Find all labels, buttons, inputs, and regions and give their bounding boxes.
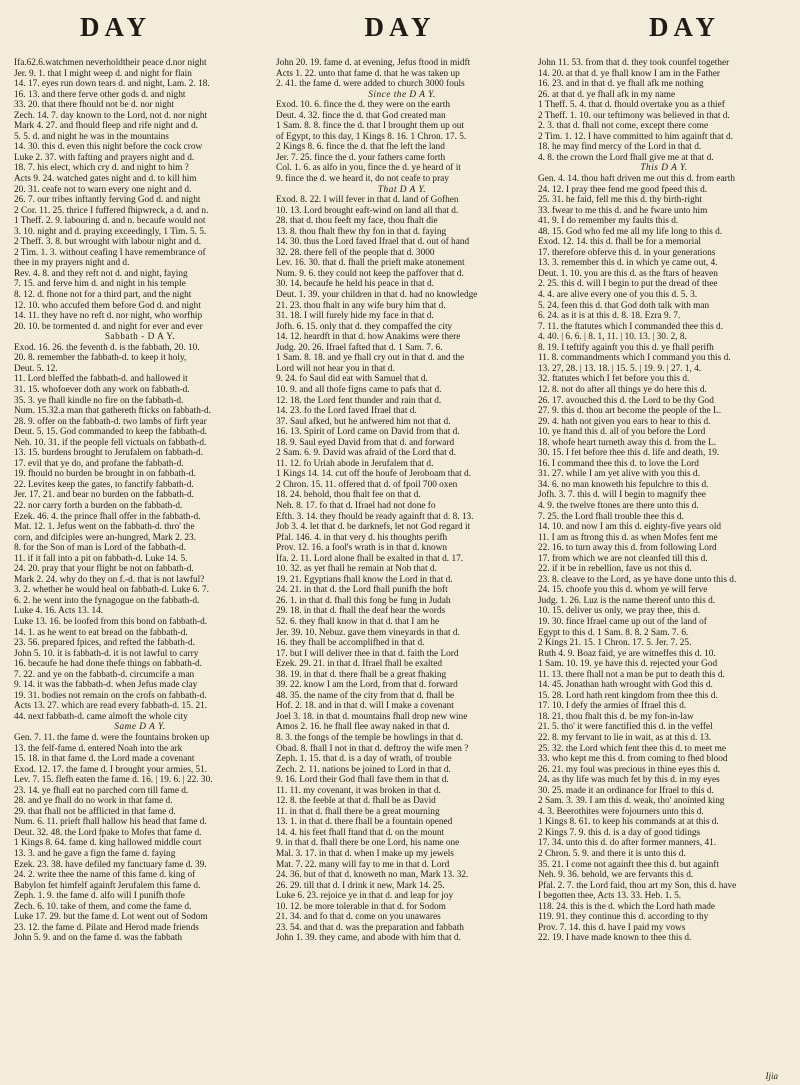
- concordance-entry: 26. 7. our tribes inftantly ferving God d. and night: [14, 195, 201, 206]
- concordance-entry: 11. 8. commandments which I command you this d.: [538, 353, 731, 364]
- concordance-entry: 5. 24. feen this d. that God doth talk with man: [538, 300, 710, 311]
- concordance-entry: 39. 22. know I am the Lord, from that d. forward: [276, 680, 458, 691]
- concordance-entry: Neh. 9. 36. behold, we are fervants this d.: [538, 870, 694, 881]
- concordance-entry: 4. 4. are alive every one of you this d. 5. 3.: [538, 290, 698, 301]
- concordance-entry: Luke 4. 16. Acts 13. 14.: [14, 606, 104, 617]
- concordance-entry: 14. 30. thus the Lord faved Ifrael that d. out of hand: [276, 237, 470, 248]
- concordance-entry: 24. as thy life was much fet by this d. in my eyes: [538, 775, 720, 786]
- concordance-entry: 15. 18. in that fame d. the Lord made a covenant: [14, 754, 195, 765]
- concordance-entry: 17. 34. unto this d. do after former manners, 41.: [538, 838, 717, 849]
- concordance-entry: 13. the felf-fame d. entered Noah into the ark: [14, 743, 183, 754]
- concordance-entry: Deut. 1. 39. your children in that d. had no knowledge: [276, 290, 478, 301]
- concordance-entry: Jer. 17. 21. and bear no burden on the fabbath-d.: [14, 490, 194, 501]
- concordance-entry: 32. ftatutes which I fet before you this d.: [538, 374, 690, 385]
- concordance-entry: 11. 11. my covenant, it was broken in that d.: [276, 785, 441, 796]
- concordance-entry: 27. 9. this d. thou art become the people of the L.: [538, 406, 722, 417]
- concordance-entry: Col. 1. 6. as alfo in you, fince the d. ye heard of it: [276, 163, 461, 174]
- concordance-entry: 14. 4. his feet fhall ftand that d. on the mount: [276, 827, 445, 838]
- concordance-entry: Amos 2. 16. he fhall flee away naked in that d.: [276, 722, 450, 733]
- concordance-entry: Lev. 7. 15. flefh eaten the fame d. 16. | 19. 6. | 22. 30.: [14, 775, 213, 786]
- concordance-entry: 24. 20. pray that your flight be not on fabbath-d.: [14, 564, 194, 575]
- concordance-entry: Zech. 6. 10. take of them, and come the fame d.: [14, 901, 192, 912]
- concordance-entry: 13. 3. and he gave a fign the fame d. faying: [14, 849, 176, 860]
- concordance-entry: 6. 2. he went into the fynagogue on the fabbath-d.: [14, 595, 200, 606]
- concordance-entry: Zech. 2. 11. nations be joined to Lord in that d.: [276, 764, 451, 775]
- catchword: Ijia: [765, 1071, 778, 1081]
- concordance-entry: 16. 13. and there ferve other gods d. and night: [14, 89, 186, 100]
- concordance-entry: 16. becaufe he had done thefe things on fabbath-d.: [14, 659, 202, 670]
- concordance-entry: 2 Tim. 1. 3. without ceafing I have remembrance of: [14, 247, 206, 258]
- concordance-entry: 2 Kings 8. 6. fince the d. that fhe left the land: [276, 142, 445, 153]
- concordance-entry: 23. 54. and that d. was the preparation and fabbath: [276, 922, 464, 933]
- concordance-entry: Mark 2. 24. why do they on f.-d. that is not lawful?: [14, 574, 205, 585]
- concordance-entry: 14. 12. heardft in that d. how Anakims were there: [276, 332, 461, 343]
- concordance-entry: Deut. 5. 12.: [14, 363, 58, 374]
- concordance-entry: Luke 13. 16. be loofed from this bond on fabbath-d.: [14, 616, 208, 627]
- concordance-entry: Ruth 4. 9. Boaz faid, ye are witneffes this d. 10.: [538, 648, 716, 659]
- header-word-right: DAY: [648, 12, 720, 42]
- concordance-entry: John 5. 10. it is fabbath-d. it is not lawful to carry: [14, 648, 199, 659]
- concordance-entry: Ifa.62.6.watchmen neverholdtheir peace d.nor night: [14, 58, 207, 68]
- concordance-entry: Pfal. 146. 4. in that very d. his thoughts perifh: [276, 532, 448, 543]
- concordance-entry: 10. 15. deliver us only, we pray thee, this d.: [538, 606, 701, 617]
- concordance-entry: 19. 30. fince Ifrael came up out of the land of: [538, 616, 707, 627]
- concordance-entry: 19. 31. bodies not remain on the crofs on fabbath-d.: [14, 690, 207, 701]
- concordance-entry: 41. 9. I do remember my faults this d.: [538, 216, 679, 227]
- concordance-entry: Judg. 1. 26. Luz is the name thereof unto this d.: [538, 595, 716, 606]
- concordance-entry: 38. 19. in that d. there fhall be a great fhaking: [276, 669, 447, 680]
- concordance-entry: Job 3. 4. let that d. be darknefs, let not God regard it: [276, 522, 471, 533]
- concordance-entry: 2 Tim. 1. 12. I have committed to him againft that d.: [538, 131, 733, 142]
- concordance-entry: 35. 21. I come not againft thee this d. but againft: [538, 859, 719, 870]
- concordance-entry: 9. 14. it was the fabbath-d. when Jefus made clay: [14, 680, 198, 691]
- concordance-entry: 14. 45. Jonathan hath wrought with God this d.: [538, 680, 713, 691]
- concordance-entry: 34. 6. no man knoweth his fepulchre to this d.: [538, 479, 709, 490]
- concordance-entry: 28. 9. offer on the fabbath-d. two lambs of firft year: [14, 416, 207, 427]
- concordance-entry: Babylon fet himfelf againft Jerufalem this fame d.: [14, 880, 201, 891]
- concordance-entry: 12. 10. who accufed them before God d. and night: [14, 300, 201, 311]
- concordance-entry: Joel 3. 18. in that d. mountains fhall drop new wine: [276, 711, 468, 722]
- concordance-entry: 24. 15. choofe you this d. whom ye will ferve: [538, 585, 708, 596]
- concordance-entry: 15. 28. Lord hath rent kingdom from thee this d.: [538, 690, 718, 701]
- concordance-columns: [14, 58, 790, 1080]
- concordance-entry: 33. 20. that there fhould not be d. nor night: [14, 100, 175, 111]
- concordance-entry: 4. 40. | 6. 6. | 8. 1, 11. | 10. 13. | 30. 2, 8.: [538, 332, 687, 343]
- concordance-entry: 13. 8. thou fhalt fhew thy fon in that d. faying: [276, 226, 447, 237]
- concordance-entry: 2 Chron. 5. 9. and there it is unto this d.: [538, 849, 686, 860]
- concordance-entry: 23. 12. the fame d. Pilate and Herod made friends: [14, 922, 199, 933]
- concordance-entry: 19. 21. Egyptians fhall know the Lord in that d.: [276, 574, 453, 585]
- concordance-entry: Mal. 3. 17. in that d. when I make up my jewels: [276, 849, 454, 860]
- concordance-entry: 20. 10. be tormented d. and night for ever and ever: [14, 321, 203, 332]
- concordance-entry: 26. at that d. ye fhall afk in my name: [538, 89, 676, 100]
- concordance-entry: 22. Levites keep the gates, to fanctify fabbath-d.: [14, 479, 194, 490]
- concordance-entry: 7. 15. and ferve him d. and night in his temple: [14, 279, 186, 290]
- concordance-entry: 25. 32. the Lord which fent thee this d. to meet me: [538, 743, 726, 754]
- concordance-entry: 48. 15. God who fed me all my life long to this d.: [538, 226, 723, 237]
- concordance-entry: Neh. 8. 17. fo that d. Ifrael had not done fo: [276, 500, 436, 511]
- concordance-entry: 2 Kings 7. 9. this d. is a day of good tidings: [538, 827, 701, 838]
- concordance-entry: Ezek. 23. 38. have defiled my fanctuary fame d. 39.: [14, 859, 207, 870]
- concordance-entry: 21. 34. and fo that d. come on you unawares: [276, 912, 441, 923]
- section-heading: This D A Y.: [640, 163, 688, 174]
- concordance-entry: 2 Cor. 11. 25. thrice I fuffered fhipwreck, a d. and n.: [14, 205, 209, 216]
- concordance-entry: Deut. 1. 10. you are this d. as the ftars of heaven: [538, 268, 718, 279]
- section-heading: Since the D A Y.: [368, 89, 436, 100]
- concordance-entry: Hof. 2. 18. and in that d. will I make a covenant: [276, 701, 454, 712]
- concordance-entry: Acts 9. 24. watched gates night and d. to kill him: [14, 174, 197, 185]
- concordance-entry: 2 Theff. 1. 10. our teftimony was believed in that d.: [538, 110, 730, 121]
- concordance-entry: Judg. 20. 26. Ifrael fafted that d. 1 Sam. 7. 6.: [276, 342, 443, 353]
- concordance-entry: Exod. 12. 17. the fame d. I brought your armies, 51.: [14, 764, 208, 775]
- concordance-entry: 1 Sam. 8. 8. fince the d. that I brought them up out: [276, 121, 464, 132]
- concordance-entry: 22. 19. I have made known to thee this d.: [538, 933, 692, 944]
- concordance-entry: Jer. 7. 25. fince the d. your fathers came forth: [276, 152, 446, 163]
- concordance-entry: 48. 35. the name of the city from that d. fhall be: [276, 690, 455, 701]
- concordance-entry: 13. 1. in that d. there fhall be a fountain opened: [276, 817, 453, 828]
- concordance-entry: Pfal. 2. 7. the Lord faid, thou art my Son, this d. have: [538, 880, 737, 891]
- concordance-entry: 19. fhould no burden be brought in on fabbath-d.: [14, 469, 196, 480]
- concordance-entry: 10. 12. be more tolerable in that d. for Sodom: [276, 901, 446, 912]
- concordance-entry: 10. ye ftand this d. all of you before the Lord: [538, 427, 706, 438]
- concordance-entry: 2. 3. that d. fhall not come, except there come: [538, 121, 709, 132]
- concordance-entry: 3. 10. night and d. praying exceedingly, 1 Tim. 5. 5.: [14, 226, 207, 237]
- concordance-entry: 17. therefore obferve this d. in your generations: [538, 247, 716, 258]
- concordance-entry: 8. 3. the fongs of the temple be howlings in that d.: [276, 733, 463, 743]
- concordance-entry: 18. 24. behold, thou fhalt fee on that d.: [276, 490, 421, 501]
- concordance-entry: 20. 31. ceafe not to warn every one night and d.: [14, 184, 192, 195]
- concordance-entry: 4. 9. the twelve ftones are there unto this d.: [538, 500, 699, 511]
- concordance-entry: 30. 25. made it an ordinance for Ifrael to this d.: [538, 785, 714, 796]
- concordance-entry: John 20. 19. fame d. at evening, Jefus ftood in midft: [276, 58, 471, 68]
- concordance-entry: 18. 21. thou fhalt this d. be my fon-in-law: [538, 711, 694, 722]
- concordance-entry: 1 Sam. 10. 19. ye have this d. rejected your God: [538, 659, 718, 670]
- concordance-entry: Obad. 8. fhall I not in that d. deftroy the wife men ?: [276, 743, 469, 754]
- column-right: [538, 58, 790, 1080]
- concordance-entry: Mat. 7. 22. many will fay to me in that d. Lord: [276, 859, 450, 870]
- concordance-entry: Mat. 12. 1. Jefus went on the fabbath-d. thro' the: [14, 522, 195, 533]
- concordance-entry: I begotten thee, Acts 13. 33. Heb. 1. 5.: [538, 891, 682, 902]
- concordance-entry: Efth. 3. 14. they fhould be ready againft that d. 8. 13.: [276, 511, 474, 522]
- concordance-entry: Exod. 16. 26. the feventh d. is the fabbath, 20. 10.: [14, 342, 200, 353]
- concordance-entry: 18. 7. his elect, which cry d. and night to him ?: [14, 163, 189, 174]
- concordance-entry: 11. I am as ftrong this d. as when Mofes fent me: [538, 532, 718, 543]
- concordance-entry: 8. 12. d. fhone not for a third part, and the night: [14, 290, 192, 301]
- concordance-entry: Zech. 14. 7. day known to the Lord, not d. nor night: [14, 110, 208, 121]
- concordance-entry: 1 Kings 8. 61. to keep his commands at at this d.: [538, 817, 719, 828]
- concordance-entry: 31. 18. I will furely hide my face in that d.: [276, 311, 434, 322]
- concordance-entry: 14. 30. this d. even this night before the cock crow: [14, 142, 203, 153]
- concordance-entry: 9. in that d. fhall there be one Lord, his name one: [276, 838, 460, 849]
- concordance-entry: 2 Sam. 6. 9. David was afraid of the Lord that d.: [276, 448, 456, 459]
- concordance-entry: 9. 16. Lord their God fhall fave them in that d.: [276, 775, 449, 786]
- concordance-entry: 1 Sam. 8. 18. and ye fhall cry out in that d. and the: [276, 353, 465, 364]
- concordance-entry: 10. 13. Lord brought eaft-wind on land all that d.: [276, 205, 459, 216]
- concordance-entry: 2 Chron. 15. 11. offered that d. of fpoil 700 oxen: [276, 479, 458, 490]
- concordance-entry: 17. evil that ye do, and profane the fabbath-d.: [14, 458, 184, 469]
- column-left: [14, 58, 266, 1080]
- concordance-entry: 32. 28. there fell of the people that d. 3000: [276, 247, 435, 258]
- concordance-entry: 2 Kings 21. 15. 1 Chron. 17. 5. Jer. 7. 25.: [538, 638, 692, 649]
- concordance-entry: Num. 9. 6. they could not keep the paffover that d.: [276, 268, 464, 279]
- concordance-entry: Exod. 10. 6. fince the d. they were on the earth: [276, 100, 450, 111]
- concordance-entry: Zeph. 1. 9. the fame d. alfo will I punifh thofe: [14, 891, 185, 902]
- concordance-entry: Deut. 4. 32. fince the d. that God created man: [276, 110, 446, 121]
- concordance-entry: 11. 12. fo Uriah abode in Jerufalem that d.: [276, 458, 434, 469]
- concordance-entry: 2 Theff. 3. 8. but wrought with labour night and d.: [14, 237, 202, 248]
- concordance-entry: Luke 17. 29. but the fame d. Lot went out of Sodom: [14, 912, 208, 923]
- concordance-entry: 4. 3. Beerothites were fojourners unto this d.: [538, 806, 704, 817]
- concordance-entry: Acts 13. 27. which are read every fabbath-d. 15. 21.: [14, 701, 208, 712]
- concordance-entry: 11. 13. there fhall not a man be put to death this d.: [538, 669, 725, 680]
- concordance-entry: 13. 27, 28. | 13. 18. | 15. 5. | 19. 9. | 27. 1, 4.: [538, 363, 702, 374]
- concordance-entry: corn, and difciples were an-hungred, Mark 2. 23.: [14, 532, 197, 543]
- concordance-entry: 18. whofe heart turneth away this d. from the L.: [538, 437, 717, 448]
- concordance-entry: Num. 15.32.a man that gathereth fticks on fabbath-d.: [14, 406, 211, 417]
- concordance-entry: 26. 29. till that d. I drink it new, Mark 14. 25.: [276, 880, 445, 891]
- concordance-entry: Deut. 5. 15. God commanded to keep the fabbath-d.: [14, 427, 208, 438]
- concordance-entry: 33. who kept me this d. from coming to fhed blood: [538, 754, 728, 765]
- concordance-entry: 7. 11. the ftatutes which I commanded thee this d.: [538, 321, 724, 332]
- concordance-entry: 6. 24. as it is at this d. 8. 18. Ezra 9. 7.: [538, 311, 681, 322]
- concordance-entry: 7. 25. the Lord fhall trouble thee this d.: [538, 511, 684, 522]
- concordance-entry: Gen. 7. 11. the fame d. were the fountains broken up: [14, 733, 210, 743]
- concordance-entry: 1 Theff. 5. 4. that d. fhould overtake you as a thief: [538, 100, 725, 111]
- concordance-entry: 9. 24. fo Saul did eat with Samuel that d.: [276, 374, 428, 385]
- concordance-entry: 18. he may find mercy of the Lord in that d.: [538, 142, 702, 153]
- concordance-entry: 14. 20. at that d. ye fhall know I am in the Father: [538, 68, 721, 79]
- concordance-entry: Lev. 16. 30. that d. fhall the prieft make atonement: [276, 258, 465, 269]
- concordance-entry: Prov. 7. 14. this d. have I paid my vows: [538, 922, 686, 933]
- concordance-entry: Gen. 4. 14. thou haft driven me out this d. from earth: [538, 174, 736, 185]
- concordance-entry: 12. 8. not do after all things ye do here this d.: [538, 384, 707, 395]
- concordance-entry: Acts 1. 22. unto that fame d. that he was taken up: [276, 68, 460, 79]
- concordance-entry: 118. 24. this is the d. which the Lord hath made: [538, 901, 716, 912]
- concordance-entry: Luke 6. 23. rejoice ye in that d. and leap for joy: [276, 891, 454, 902]
- concordance-entry: Neh. 10. 31. if the people fell victuals on fabbath-d.: [14, 437, 207, 448]
- concordance-entry: 31. 27. while I am yet alive with you this d.: [538, 469, 700, 480]
- concordance-entry: Prov. 12. 16. a fool's wrath is in that d. known: [276, 543, 447, 554]
- concordance-entry: 52. 6. they fhall know in that d. that I am he: [276, 616, 440, 627]
- concordance-entry: 23. 8. cleave to the Lord, as ye have done unto this d.: [538, 574, 737, 585]
- concordance-entry: Ezek. 46. 4. the prince fhall offer in the fabbath-d.: [14, 511, 201, 522]
- concordance-entry: 14. 17. eyes run down tears d. and night, Lam. 2. 18.: [14, 79, 210, 90]
- concordance-entry: 21. 5. tho' it were fanctified this d. in the veffel: [538, 722, 713, 733]
- concordance-entry: 24. 21. in that d. the Lord fhall punifh the hoft: [276, 585, 448, 596]
- concordance-entry: 13. 3. remember this d. in which ye came out, 4.: [538, 258, 718, 269]
- concordance-entry: 35. 3. ye fhall kindle no fire on the fabbath-d.: [14, 395, 184, 406]
- concordance-entry: 17. but I will deliver thee in that d. faith the Lord: [276, 648, 459, 659]
- concordance-entry: 8. for the Son of man is Lord of the fabbath-d.: [14, 543, 186, 554]
- header-word-left: DAY: [80, 12, 152, 42]
- concordance-entry: of Egypt, to this day, 1 Kings 8. 16. 1 Chron. 17. 5.: [276, 131, 467, 142]
- concordance-entry: 26. 21. my foul was precious in thine eyes this d.: [538, 764, 721, 775]
- concordance-entry: Exod. 12. 14. this d. fhall be for a memorial: [538, 237, 701, 248]
- concordance-entry: Exod. 8. 22. I will fever in that d. land of Gofhen: [276, 195, 459, 206]
- concordance-entry: 13. 15. burdens brought to Jerufalem on fabbath-d.: [14, 448, 203, 459]
- concordance-entry: 12. 8. the feeble at that d. fhall be as David: [276, 796, 436, 807]
- concordance-entry: 14. 1. as he went to eat bread on the fabbath-d.: [14, 627, 188, 638]
- concordance-entry: Lord will not hear you in that d.: [276, 363, 395, 374]
- concordance-entry: John 11. 53. from that d. they took counfel together: [538, 58, 730, 68]
- concordance-entry: 1 Kings 14. 14. cut off the houfe of Jeroboam that d.: [276, 469, 472, 480]
- concordance-entry: 29. 18. in that d. fhall the deaf hear the words: [276, 606, 446, 617]
- concordance-entry: 26. 1. in that d. fhall this fong be fung in Judah: [276, 595, 451, 606]
- concordance-entry: 26. 17. avouched this d. the Lord to be thy God: [538, 395, 714, 406]
- concordance-entry: Ezek. 29. 21. in that d. Ifrael fhall be exalted: [276, 659, 442, 670]
- section-heading: Sabbath - D A Y.: [104, 332, 176, 343]
- concordance-entry: 11. if it fall into a pit on fabbath-d. Luke 14. 5.: [14, 553, 188, 564]
- concordance-entry: 2. 41. the fame d. were added to church 3000 fouls: [276, 79, 465, 90]
- header-word-center: DAY: [364, 12, 436, 42]
- concordance-entry: 30. 15. I fet before thee this d. life and death, 19.: [538, 448, 720, 459]
- concordance-entry: 14. 11. they have no reft d. nor night, who worfhip: [14, 311, 203, 322]
- concordance-entry: 16. 13. Spirit of Lord came on David from that d.: [276, 427, 460, 438]
- concordance-entry: Luke 2. 37. with fafting and prayers night and d.: [14, 152, 195, 163]
- concordance-entry: 16. I command thee this d. to love the Lord: [538, 458, 699, 469]
- concordance-entry: 31. 15. whofoever doth any work on fabbath-d.: [14, 384, 190, 395]
- concordance-entry: 28. that d. thou feeft my face, thou fhalt die: [276, 216, 438, 227]
- concordance-entry: 4. 8. the crown the Lord fhall give me at that d.: [538, 152, 714, 163]
- concordance-entry: 37. Saul afked, but he anfwered him not that d.: [276, 416, 451, 427]
- concordance-entry: John 5. 9. and on the fame d. was the fabbath: [14, 933, 183, 944]
- concordance-entry: John 1. 39. they came, and abode with him that d.: [276, 933, 461, 944]
- concordance-entry: 22. if it be in rebellion, fave us not this d.: [538, 564, 692, 575]
- concordance-entry: 10. 32. as yet fhall he remain at Nob that d.: [276, 564, 437, 575]
- section-heading: Same D A Y.: [114, 722, 166, 733]
- concordance-entry: 24. 36. but of that d. knoweth no man, Mark 13. 32.: [276, 870, 469, 881]
- concordance-entry: 18. 9. Saul eyed David from that d. and forward: [276, 437, 455, 448]
- concordance-entry: Jofh. 3. 7. this d. will I begin to magnify thee: [538, 490, 706, 501]
- concordance-entry: 2 Sam. 3. 39. I am this d. weak, tho' anointed king: [538, 796, 725, 807]
- concordance-entry: Jer. 39. 10. Nebuz. gave them vineyards in that d.: [276, 627, 460, 638]
- section-heading: That D A Y.: [377, 184, 427, 195]
- concordance-entry: 25. 31. he faid, fell me this d. thy birth-right: [538, 195, 702, 206]
- concordance-entry: Num. 6. 11. prieft fhall hallow his head that fame d.: [14, 817, 207, 828]
- concordance-entry: 20. 8. remember the fabbath-d. to keep it holy,: [14, 353, 187, 364]
- concordance-entry: 11. in that d. fhall there be a great mourning: [276, 806, 440, 817]
- concordance-entry: 17. from which we are not cleanfed till this d.: [538, 553, 708, 564]
- concordance-entry: 10. 9. and all thofe figns came to pafs that d.: [276, 384, 442, 395]
- concordance-entry: Jer. 9. 1. that I might weep d. and night for flain: [14, 68, 192, 79]
- concordance-entry: Jofh. 6. 15. only that d. they compaffed the city: [276, 321, 453, 332]
- concordance-entry: 21. 23. thou fhalt in any wife bury him that d.: [276, 300, 446, 311]
- concordance-entry: 29. 4. hath not given you ears to hear to this d.: [538, 416, 711, 427]
- concordance-entry: 8. 19. I teftify againft you this d. ye fhall perifh: [538, 342, 714, 353]
- concordance-entry: 16. they fhall be accomplifhed in that d.: [276, 638, 425, 649]
- concordance-entry: 23. 14. ye fhall eat no parched corn till fame d.: [14, 785, 189, 796]
- concordance-entry: 22. nor carry forth a burden on the fabbath-d.: [14, 500, 183, 511]
- concordance-entry: 29. that fhall not be afflicted in that fame d.: [14, 806, 176, 817]
- concordance-entry: 22. 16. to turn away this d. from following Lord: [538, 543, 717, 554]
- concordance-entry: 7. 22. and ye on the fabbath-d. circumcife a man: [14, 669, 195, 680]
- concordance-entry: 2. 25. this d. will I begin to put the dread of thee: [538, 279, 718, 290]
- concordance-entry: 16. 23. and in that d. ye fhall afk me nothing: [538, 79, 704, 90]
- concordance-entry: Rev. 4. 8. and they reft not d. and night, faying: [14, 268, 188, 279]
- concordance-entry: 11. Lord bleffed the fabbath-d. and hallowed it: [14, 374, 188, 385]
- concordance-entry: 30. 14. becaufe he held his peace in that d.: [276, 279, 434, 290]
- concordance-entry: 14. 23. fo the Lord faved Ifrael that d.: [276, 406, 417, 417]
- concordance-entry: 5. 5. d. and night he was in the mountains: [14, 131, 169, 142]
- concordance-entry: 1 Theff. 2. 9. labouring d. and n. becaufe would not: [14, 216, 206, 227]
- concordance-entry: 22. 8. my fervant to lie in wait, as at this d. 13.: [538, 733, 712, 743]
- concordance-entry: 14. 10. and now I am this d. eighty-five years old: [538, 522, 722, 533]
- concordance-entry: Deut. 32. 48. the Lord fpake to Mofes that fame d.: [14, 827, 202, 838]
- concordance-entry: Zeph. 1. 15. that d. is a day of wrath, of trouble: [276, 754, 452, 765]
- running-header: [0, 12, 800, 52]
- concordance-entry: 12. 18. the Lord fent thunder and rain that d.: [276, 395, 442, 406]
- concordance-entry: thee in my prayers night and d.: [14, 258, 130, 269]
- column-middle: [276, 58, 528, 1080]
- concordance-entry: 3. 2. whether he would heal on fabbath-d. Luke 6. 7.: [14, 585, 209, 596]
- concordance-entry: Mark 4. 27. and fhould fleep and rife night and d.: [14, 121, 199, 132]
- concordance-entry: 9. fince the d. we heard it, do not ceafe to pray: [276, 174, 449, 185]
- concordance-entry: 24. 2. write thee the name of this fame d. king of: [14, 870, 196, 881]
- concordance-entry: 33. fwear to me this d. and he fware unto him: [538, 205, 708, 216]
- concordance-entry: 1 Kings 8. 64. fame d. king hallowed middle court: [14, 838, 202, 849]
- concordance-entry: 24. 12. I pray thee fend me good fpeed this d.: [538, 184, 708, 195]
- concordance-entry: 28. and ye fhall do no work in that fame d.: [14, 796, 173, 807]
- concordance-entry: 44. next fabbath-d. came almoft the whole city: [14, 711, 188, 722]
- concordance-entry: Ifa. 2. 11. Lord alone fhall be exalted in that d. 17.: [276, 553, 464, 564]
- concordance-entry: 23. 56. prepared fpices, and refted the fabbath-d.: [14, 638, 195, 649]
- concordance-entry: Egypt to this d. 1 Sam. 8. 8. 2 Sam. 7. 6.: [538, 627, 689, 638]
- concordance-entry: 119. 91. they continue this d. according to thy: [538, 912, 709, 923]
- concordance-entry: 17. 10. I defy the armies of Ifrael this d.: [538, 701, 687, 712]
